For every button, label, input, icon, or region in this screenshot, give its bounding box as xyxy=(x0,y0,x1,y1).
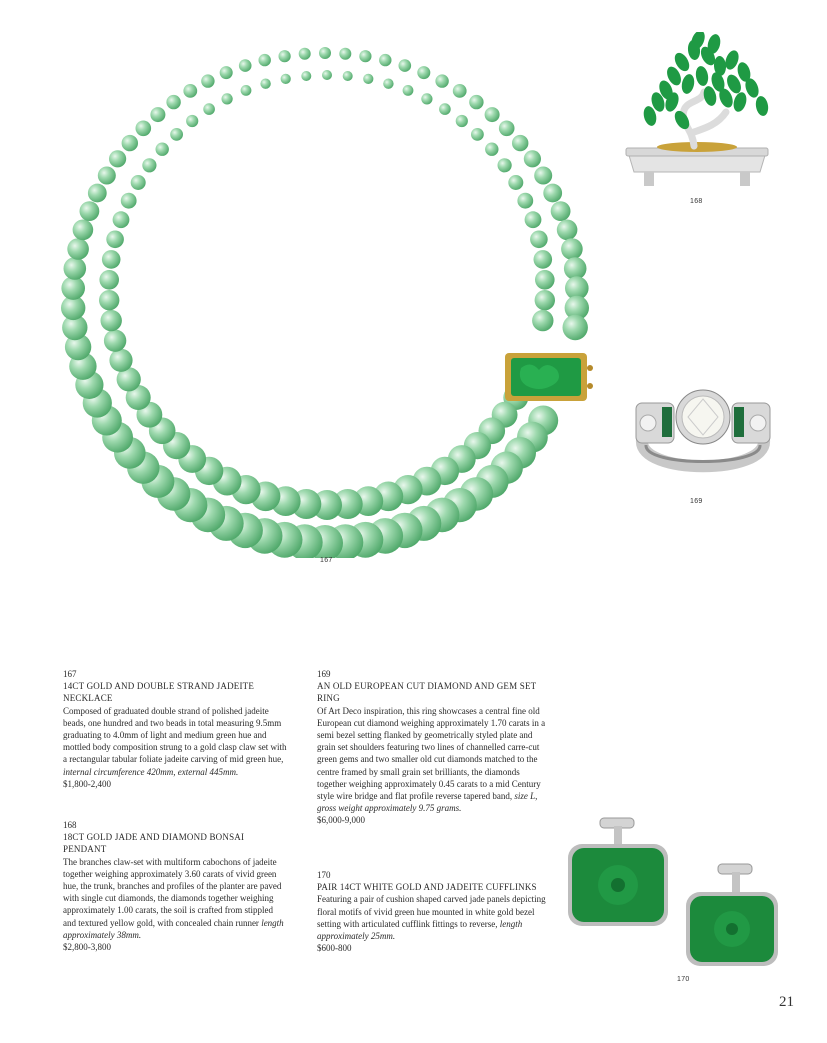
jade-bead xyxy=(88,184,107,203)
ring-central-diamond xyxy=(676,390,730,444)
lot-title: PAIR 14CT WHITE GOLD AND JADEITE CUFFLINKS xyxy=(317,882,537,893)
lot-description: Of Art Deco inspiration, this ring showcases a central fine old European cut diamond weighing approximately 1.70 carats in a semi bezel setting flanked by geometrically styled plate and grain set shoulders featuring two lines of channelled carre-cut green gems and two smaller old cut diamonds matched to the centre framed by small grain set brilliants, the diamonds together weighing approximately 0.45 carats to a mid Century style wire bridge and flat profile reverse tapered band, size L, gross weight approximately 9.75 grams. xyxy=(317,705,546,814)
jade-bead xyxy=(122,135,138,151)
jade-bead xyxy=(517,193,533,209)
necklace-clasp xyxy=(505,353,593,401)
lot-number: 170 xyxy=(317,870,331,880)
jade-bead xyxy=(399,59,412,72)
lot-estimate: $600-800 xyxy=(317,943,352,954)
jade-leaf xyxy=(694,65,709,87)
jade-bead xyxy=(113,211,130,228)
necklace-inner-strand xyxy=(99,70,555,520)
jade-bead xyxy=(203,103,215,115)
lot-number: 167 xyxy=(63,669,77,679)
jade-bead xyxy=(435,74,448,87)
jade-bead xyxy=(403,85,414,96)
lot-number: 169 xyxy=(317,669,331,679)
jade-bead xyxy=(343,71,353,81)
lot-168 xyxy=(63,819,288,953)
jade-bead xyxy=(301,71,311,81)
jade-bead xyxy=(222,93,233,104)
jade-bead xyxy=(156,143,169,156)
jade-bead xyxy=(186,115,198,127)
jade-bead xyxy=(220,66,233,79)
jade-leaf xyxy=(754,95,769,117)
jade-bead xyxy=(535,270,555,290)
jade-bead xyxy=(508,175,523,190)
jade-bead xyxy=(131,175,146,190)
caption-170: 170 xyxy=(677,976,690,983)
jade-bead xyxy=(98,167,116,185)
jade-bead xyxy=(485,143,498,156)
jade-bead xyxy=(150,107,165,122)
lot-estimate: $2,800-3,800 xyxy=(63,942,111,953)
jade-bead xyxy=(61,276,85,300)
jade-bead xyxy=(67,238,89,260)
jade-bead xyxy=(379,54,391,66)
jade-bead xyxy=(299,48,311,60)
jade-bead xyxy=(166,95,180,109)
jade-bead xyxy=(102,250,121,269)
lot-167 xyxy=(63,668,288,790)
jade-bead xyxy=(80,201,100,221)
jade-bead xyxy=(557,220,578,241)
cufflink-right xyxy=(686,864,778,966)
jade-bead xyxy=(535,290,555,310)
jade-bead xyxy=(109,349,132,372)
jade-bead xyxy=(563,315,588,340)
jade-bead xyxy=(534,167,552,185)
necklace-outer-strand xyxy=(61,47,589,558)
jade-bead xyxy=(73,220,94,241)
jade-bead xyxy=(359,50,371,62)
jade-bead xyxy=(64,257,87,280)
cufflinks-photo xyxy=(568,812,783,972)
jade-bead xyxy=(485,107,500,122)
jade-bead xyxy=(551,201,571,221)
cufflink-left xyxy=(568,818,668,926)
bonsai-leaves xyxy=(642,32,770,132)
jade-bead xyxy=(525,211,542,228)
caption-168: 168 xyxy=(690,198,703,205)
jade-bead xyxy=(469,95,483,109)
jade-bead xyxy=(101,310,122,331)
jade-bead xyxy=(439,103,451,115)
jade-bead xyxy=(543,184,562,203)
jade-bead xyxy=(170,128,183,141)
jade-bead xyxy=(142,158,156,172)
jade-bead xyxy=(241,85,252,96)
jade-bead xyxy=(456,115,468,127)
caption-169: 169 xyxy=(690,498,703,505)
jade-bead xyxy=(201,74,214,87)
jade-bead xyxy=(417,66,430,79)
jade-bead xyxy=(99,290,119,310)
lot-estimate: $1,800-2,400 xyxy=(63,778,111,789)
lot-title: 14CT GOLD AND DOUBLE STRAND JADEITE NECKLACE xyxy=(63,681,255,704)
lot-170 xyxy=(317,869,547,954)
jade-bead xyxy=(104,330,126,352)
jade-bead xyxy=(532,310,553,331)
lot-description: Featuring a pair of cushion shaped carved jade panels depicting floral motifs of vivid green hue mounted in white gold bezel setting with articulated cufflink fittings to reverse, length approximately 25mm. xyxy=(317,894,546,942)
jade-bead xyxy=(322,70,332,80)
jade-bead xyxy=(319,47,331,59)
ring-photo xyxy=(628,385,778,490)
jade-bead xyxy=(383,79,393,89)
jade-bead xyxy=(530,231,548,249)
jade-bead xyxy=(561,238,583,260)
lot-number: 168 xyxy=(63,820,77,830)
jade-leaf xyxy=(680,73,696,95)
jade-bead xyxy=(260,79,270,89)
lot-estimate: $6,000-9,000 xyxy=(317,815,365,826)
jade-bead xyxy=(183,84,197,98)
jade-bead xyxy=(106,231,124,249)
jade-bead xyxy=(121,193,137,209)
caption-167: 167 xyxy=(320,557,333,564)
lot-title: AN OLD EUROPEAN CUT DIAMOND AND GEM SET RING xyxy=(317,681,537,704)
jade-bead xyxy=(239,59,252,72)
jade-leaf xyxy=(731,91,748,114)
jade-bead xyxy=(498,158,512,172)
lot-description: The branches claw-set with multiform cabochons of jadeite together weighing approximately 3.60 carats of vivid green hue, the trunk, branches and profiles of the planter are paved with single cut diamonds, the diamonds together weighing approximately 1.00 carats, the soil is crafted from stippled and textured yellow gold, with concealed chain runner length approximately 38mm. xyxy=(63,856,284,940)
bonsai-pendant-photo xyxy=(622,32,772,192)
jade-bead xyxy=(534,250,553,269)
jade-bead xyxy=(281,74,291,84)
jade-bead xyxy=(512,135,528,151)
jade-bead xyxy=(499,121,515,137)
jade-bead xyxy=(109,150,126,167)
jade-bead xyxy=(136,121,152,137)
jade-bead xyxy=(471,128,484,141)
jade-bead xyxy=(259,54,271,66)
jade-bead xyxy=(524,150,541,167)
jade-bead xyxy=(339,48,351,60)
bonsai-trunk xyxy=(683,92,726,146)
jade-bead xyxy=(99,270,119,290)
bonsai-planter xyxy=(626,142,768,186)
lot-title: 18CT GOLD JADE AND DIAMOND BONSAI PENDANT xyxy=(63,832,245,855)
jade-bead xyxy=(453,84,467,98)
lot-description: Composed of graduated double strand of polished jadeite beads, one hundred and two beads in total measuring 9.5mm graduating to 4.0mm of light and medium green hue and mottled body composition strung to a gold clasp claw set with a rectangular tabular foliate jadeite carving of mid green hue, internal circumference 420mm, external 445mm. xyxy=(63,705,287,777)
lot-169 xyxy=(317,668,547,827)
jade-bead xyxy=(279,50,291,62)
jade-bead xyxy=(363,74,373,84)
page-number: 21 xyxy=(779,994,794,1010)
jade-bead xyxy=(421,93,432,104)
necklace-photo xyxy=(55,28,615,558)
